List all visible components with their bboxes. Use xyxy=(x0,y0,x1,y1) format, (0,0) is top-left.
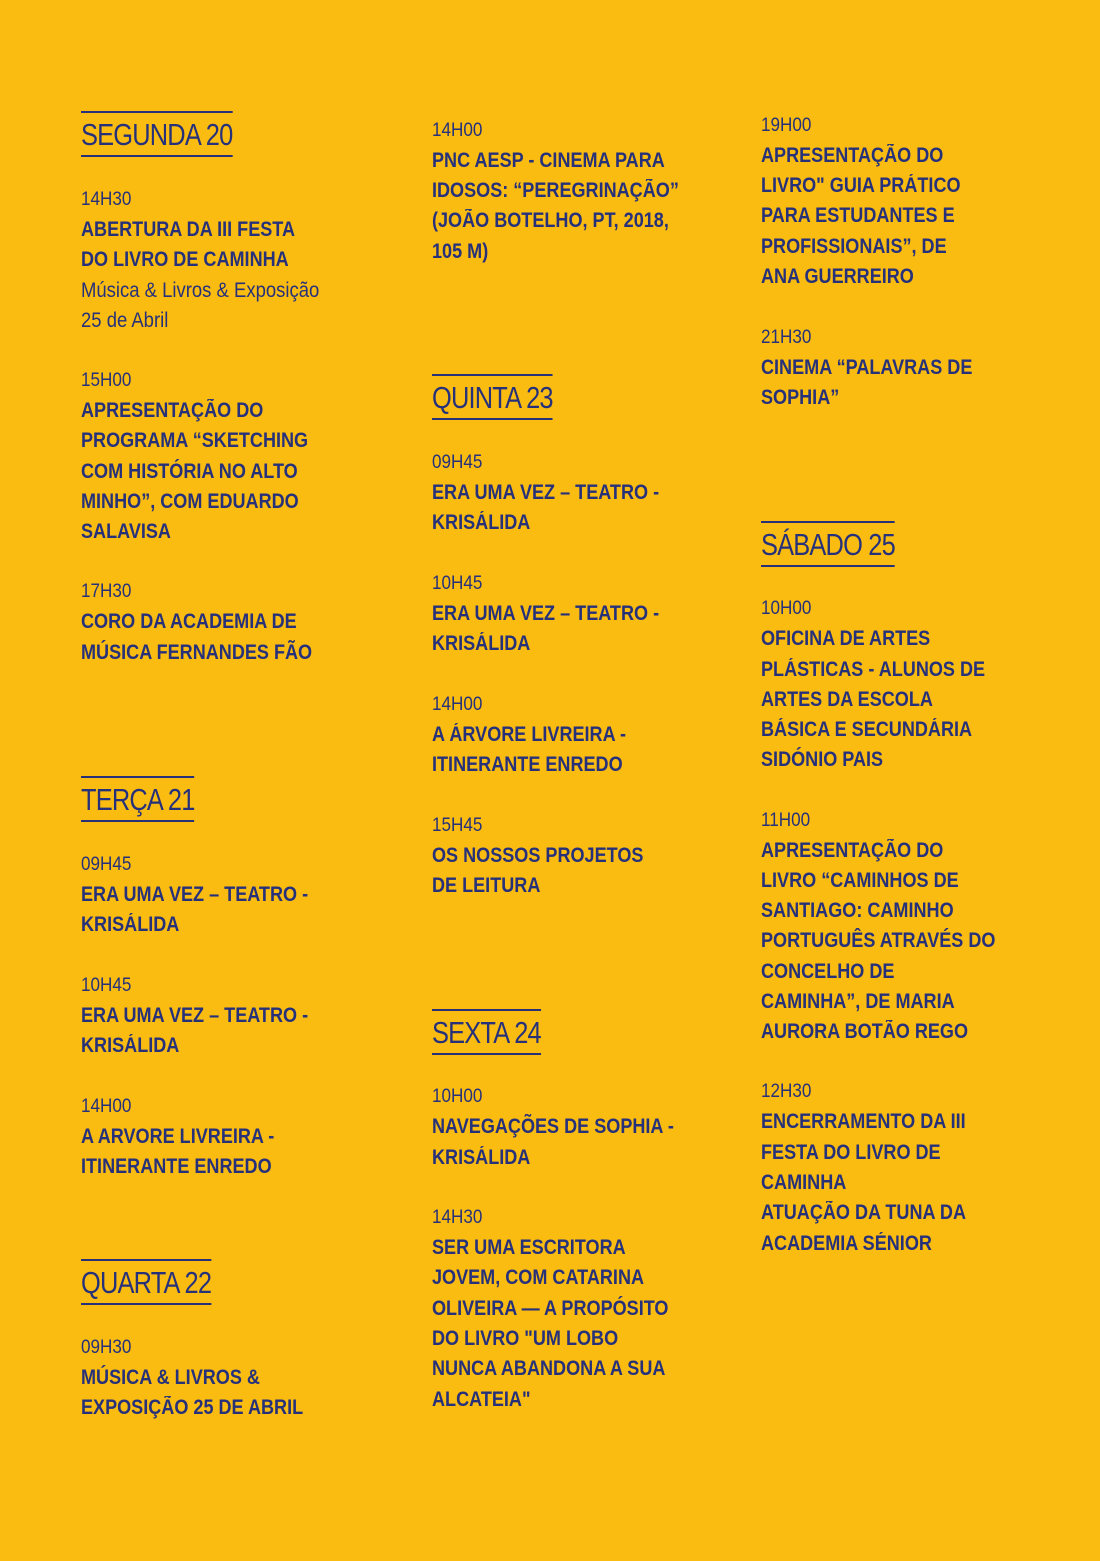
event-title-line: PROGRAMA “SKETCHING xyxy=(81,429,309,452)
event-time: 10H00 xyxy=(432,1086,483,1107)
event-time: 09H30 xyxy=(81,1337,132,1358)
event-title-line: PLÁSTICAS - ALUNOS DE xyxy=(761,658,986,681)
event-time: 09H45 xyxy=(81,854,132,875)
event-title-line: ATUAÇÃO DA TUNA DA xyxy=(761,1201,967,1224)
event-title-line: ABERTURA DA III FESTA xyxy=(81,218,296,241)
event-subtitle-line: Música & Livros & Exposição xyxy=(81,279,320,302)
event-title-line: OLIVEIRA — A PROPÓSITO xyxy=(432,1297,669,1320)
event-title-line: BÁSICA E SECUNDÁRIA xyxy=(761,718,973,741)
event-time: 21H30 xyxy=(761,327,812,348)
day-heading-sabado: SÁBADO 25 xyxy=(761,527,895,567)
event-title-line: CAMINHA xyxy=(761,1171,847,1194)
event-time: 10H45 xyxy=(432,573,483,594)
event-title-line: OFICINA DE ARTES xyxy=(761,627,931,650)
event-title-line: MÚSICA & LIVROS & xyxy=(81,1366,260,1389)
event-title-line: SALAVISA xyxy=(81,520,171,543)
event-title-line: ENCERRAMENTO DA III xyxy=(761,1110,966,1133)
event-title-line: DO LIVRO DE CAMINHA xyxy=(81,248,289,271)
event-title-line: MINHO”, COM EDUARDO xyxy=(81,490,299,513)
event-title-line: KRISÁLIDA xyxy=(432,511,531,534)
event-title-line: JOVEM, COM CATARINA xyxy=(432,1266,645,1289)
event-title-line: OS NOSSOS PROJETOS xyxy=(432,844,644,867)
event-time: 14H00 xyxy=(432,120,483,141)
event-title-line: SER UMA ESCRITORA xyxy=(432,1236,626,1259)
event-title-line: ARTES DA ESCOLA xyxy=(761,688,933,711)
event-time: 09H45 xyxy=(432,452,483,473)
event-time: 17H30 xyxy=(81,581,132,602)
event-title-line: CORO DA ACADEMIA DE xyxy=(81,610,297,633)
event-title-line: KRISÁLIDA xyxy=(432,632,531,655)
event-title-line: PORTUGUÊS ATRAVÉS DO xyxy=(761,929,996,952)
event-title-line: CONCELHO DE xyxy=(761,960,895,983)
event-title-line: ITINERANTE ENREDO xyxy=(432,753,623,776)
event-title-line: ANA GUERREIRO xyxy=(761,265,914,288)
day-heading-segunda: SEGUNDA 20 xyxy=(81,117,232,157)
event-time: 19H00 xyxy=(761,115,812,136)
event-title-line: A ARVORE LIVREIRA - xyxy=(81,1125,275,1148)
event-title-line: ERA UMA VEZ – TEATRO - xyxy=(81,883,309,906)
event-title-line: FESTA DO LIVRO DE xyxy=(761,1141,941,1164)
event-title-line: LIVRO" GUIA PRÁTICO xyxy=(761,174,961,197)
event-title-line: MÚSICA FERNANDES FÃO xyxy=(81,641,313,664)
event-title-line: A ÁRVORE LIVREIRA - xyxy=(432,723,626,746)
event-title-line: ERA UMA VEZ – TEATRO - xyxy=(432,481,660,504)
event-title-line: SOPHIA” xyxy=(761,386,840,409)
event-title-line: COM HISTÓRIA NO ALTO xyxy=(81,460,298,483)
event-title-line: CAMINHA”, DE MARIA xyxy=(761,990,955,1013)
event-title-line: ALCATEIA" xyxy=(432,1388,531,1411)
event-time: 15H00 xyxy=(81,370,132,391)
event-time: 14H30 xyxy=(432,1207,483,1228)
event-subtitle-line: 25 de Abril xyxy=(81,309,169,332)
event-time: 10H00 xyxy=(761,598,812,619)
event-title-line: APRESENTAÇÃO DO xyxy=(81,399,264,422)
event-title-line: AURORA BOTÃO REGO xyxy=(761,1020,969,1043)
event-title-line: SIDÓNIO PAIS xyxy=(761,748,884,771)
event-title-line: PROFISSIONAIS”, DE xyxy=(761,235,947,258)
event-time: 14H00 xyxy=(432,694,483,715)
event-title-line: 105 M) xyxy=(432,240,489,263)
day-heading-quarta: QUARTA 22 xyxy=(81,1265,211,1305)
event-title-line: NUNCA ABANDONA A SUA xyxy=(432,1357,666,1380)
event-title-line: EXPOSIÇÃO 25 DE ABRIL xyxy=(81,1396,304,1419)
event-title-line: KRISÁLIDA xyxy=(81,913,180,936)
event-title-line: IDOSOS: “PEREGRINAÇÃO” xyxy=(432,179,679,202)
event-time: 14H30 xyxy=(81,189,132,210)
event-title-line: LIVRO “CAMINHOS DE xyxy=(761,869,959,892)
event-title-line: KRISÁLIDA xyxy=(432,1146,531,1169)
event-time: 14H00 xyxy=(81,1096,132,1117)
event-title-line: SANTIAGO: CAMINHO xyxy=(761,899,954,922)
event-title-line: PARA ESTUDANTES E xyxy=(761,204,955,227)
event-title-line: DO LIVRO "UM LOBO xyxy=(432,1327,619,1350)
event-time: 12H30 xyxy=(761,1081,812,1102)
event-title-line: KRISÁLIDA xyxy=(81,1034,180,1057)
event-title-line: ERA UMA VEZ – TEATRO - xyxy=(432,602,660,625)
event-title-line: PNC AESP - CINEMA PARA xyxy=(432,149,665,172)
event-title-line: ITINERANTE ENREDO xyxy=(81,1155,272,1178)
day-heading-sexta: SEXTA 24 xyxy=(432,1015,541,1055)
event-title-line: APRESENTAÇÃO DO xyxy=(761,144,944,167)
event-time: 11H00 xyxy=(761,810,811,831)
event-title-line: (JOÃO BOTELHO, PT, 2018, xyxy=(432,209,669,232)
event-time: 15H45 xyxy=(432,815,483,836)
day-heading-quinta: QUINTA 23 xyxy=(432,380,553,420)
event-title-line: CINEMA “PALAVRAS DE xyxy=(761,356,973,379)
event-title-line: DE LEITURA xyxy=(432,874,541,897)
event-title-line: NAVEGAÇÕES DE SOPHIA - xyxy=(432,1115,674,1138)
day-heading-terca: TERÇA 21 xyxy=(81,782,195,822)
event-title-line: APRESENTAÇÃO DO xyxy=(761,839,944,862)
event-title-line: ACADEMIA SÉNIOR xyxy=(761,1232,932,1255)
event-time: 10H45 xyxy=(81,975,132,996)
event-title-line: ERA UMA VEZ – TEATRO - xyxy=(81,1004,309,1027)
